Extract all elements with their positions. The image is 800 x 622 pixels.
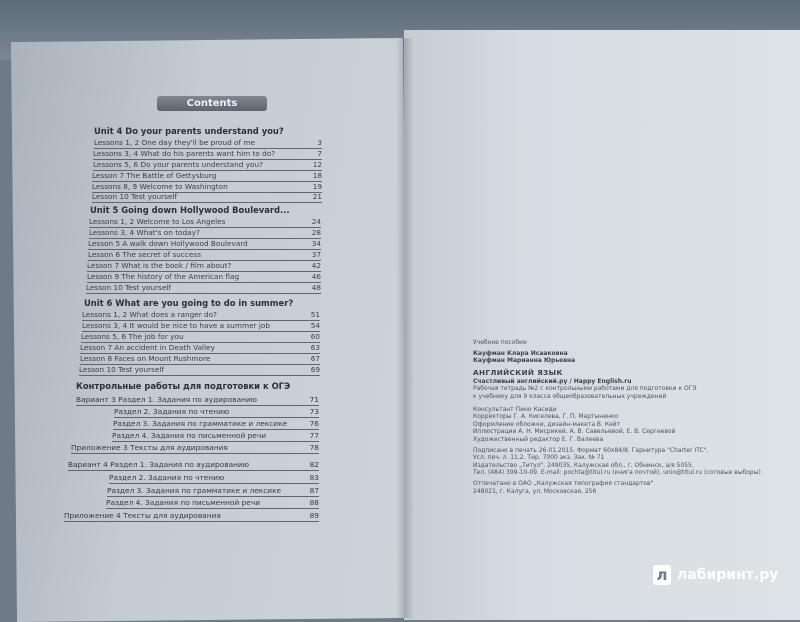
oge-label: Раздел 4. Задания по письменной речи: [112, 431, 267, 440]
oge-page: 76: [309, 419, 319, 428]
toc-label: Lesson 7 What is the book / film about?: [87, 261, 232, 270]
book-type: Учебное пособие: [473, 339, 527, 346]
toc-label: Lessons 5, 6 Do your parents understand you?: [93, 160, 264, 169]
right-page: [404, 30, 800, 620]
watermark-logo: [653, 565, 793, 587]
toc-page: 3: [317, 138, 322, 147]
toc-label: Lessons 5, 6 The job for you: [81, 332, 184, 341]
toc-label: Lesson 5 A walk down Hollywood Boulevard: [88, 239, 248, 248]
toc-label: Lesson 10 Test yourself: [92, 192, 178, 201]
author-2: Кауфман Марианна Юрьевна: [473, 357, 576, 365]
oge-section-title: Контрольные работы для подготовки к ОГЭ: [76, 381, 291, 391]
printed-by: Отпечатано в ОАО „Калужская типография стандартов": [473, 479, 654, 487]
book-title: АНГЛИЙСКИЙ ЯЗЫК: [473, 367, 563, 377]
toc-page: 67: [310, 354, 320, 363]
print-date: Подписано в печать 26.01.2015. Формат 60х84/8. Гарнитура "Charter ITC".: [473, 446, 709, 454]
toc-row[interactable]: [86, 282, 321, 294]
oge-row[interactable]: [107, 485, 319, 497]
toc-label: Lesson 10 Test yourself: [79, 365, 165, 374]
labyrinth-logo-icon: л: [653, 565, 671, 585]
toc-label: Lessons 8, 9 Welcome to Washington: [92, 182, 228, 191]
oge-label: Приложение 4 Тексты для аудирования: [64, 511, 221, 520]
imprint-block: [473, 339, 761, 495]
oge-page: 71: [309, 395, 319, 404]
toc-page: 12: [312, 160, 322, 169]
design-credit: Оформление обложки, дизайн-макета В. Кейт: [473, 420, 621, 428]
toc-page: 19: [312, 182, 322, 191]
oge-page: 83: [309, 473, 319, 482]
book-desc-2: к учебнику для 9 класса общеобразовательных учреждений: [473, 392, 667, 400]
toc-page: 42: [311, 261, 321, 270]
oge-row[interactable]: [106, 497, 319, 509]
toc-page: 28: [311, 228, 321, 237]
oge-row[interactable]: [64, 510, 319, 522]
contact: Тел. (484) 399-10-09. E-mail: pochta@titul.ru (книга почтой), unio@titul.ru (сотовые выборы): [473, 469, 761, 477]
unit-5-title: Unit 5 Going down Hollywood Boulevard...: [90, 205, 290, 215]
oge-label: Раздел 2. Задания по чтению: [109, 473, 225, 482]
oge-page: 73: [309, 407, 319, 416]
oge-page: 78: [309, 443, 319, 452]
oge-page: 82: [309, 460, 319, 469]
oge-row[interactable]: [114, 406, 319, 418]
toc-label: Lessons 1, 2 What does a ranger do?: [82, 310, 217, 319]
oge-label: Раздел 3. Задания по грамматике и лексике: [107, 486, 282, 495]
book-gutter: [396, 38, 414, 618]
oge-label: Раздел 2. Задания по чтению: [114, 407, 230, 416]
publisher: Издательство „Титул". 249035, Калужская обл., г. Обнинск, а/я 5055.: [473, 461, 694, 469]
correctors: Корректоры Г. А. Киселева, Г. П. Мартыненко: [473, 413, 619, 421]
oge-page: 87: [309, 486, 319, 495]
toc-label: Lessons 1, 2 One day they'll be proud of me: [94, 138, 255, 147]
toc-page: 63: [310, 343, 320, 352]
toc-page: 51: [310, 310, 320, 319]
oge-row[interactable]: [109, 472, 319, 484]
oge-page: 88: [309, 498, 319, 507]
oge-row[interactable]: [112, 430, 319, 442]
illustrations-credit: Иллюстрации А. Н. Мисрикей, А. В. Савельевой, Е. В. Сергеевой: [473, 428, 676, 436]
toc-page: 46: [311, 272, 321, 281]
toc-label: Lesson 7 An accident in Death Valley: [80, 343, 215, 352]
oge-row[interactable]: [68, 459, 319, 471]
toc-label: Lesson 9 The history of the American flag: [87, 272, 240, 281]
toc-label: Lessons 1, 2 Welcome to Los Angeles: [89, 217, 226, 226]
toc-page: 37: [311, 250, 321, 259]
toc-page: 21: [312, 192, 322, 201]
toc-row[interactable]: [92, 191, 322, 203]
toc-page: 69: [310, 365, 320, 374]
author-1: Кауфман Клара Исааковна: [473, 349, 568, 357]
book-desc-1: Рабочая тетрадь №2 с контрольными работами для подготовки к ОГЭ: [473, 385, 697, 393]
book-subtitle: Счастливый английский.ру / Happy English.ru: [473, 377, 632, 385]
toc-label: Lesson 7 The Battle of Gettysburg: [92, 171, 217, 180]
watermark-text: лабиринт.ру: [677, 567, 779, 583]
oge-row[interactable]: [76, 394, 319, 406]
printer-address: 248021, г. Калуга, ул. Московская, 256: [473, 487, 597, 495]
toc-page: 54: [310, 321, 320, 330]
oge-label: Вариант 3 Раздел 1. Задания по аудированию: [76, 395, 258, 404]
consultant: Консультант Пино Касиди: [473, 405, 557, 413]
oge-label: Вариант 4 Раздел 1. Задания по аудированию: [68, 460, 250, 469]
oge-page: 89: [309, 511, 319, 520]
toc-page: 34: [311, 239, 321, 248]
contents-heading: Contents: [157, 96, 267, 111]
oge-page: 77: [309, 431, 319, 440]
toc-label: Lessons 3, 4 What's on today?: [89, 228, 200, 237]
unit-4-title: Unit 4 Do your parents understand you?: [94, 126, 284, 136]
oge-label: Приложение 3 Тексты для аудирования: [71, 443, 228, 452]
toc-row[interactable]: [79, 364, 320, 376]
toc-page: 7: [317, 149, 322, 158]
oge-label: Раздел 3. Задания по грамматике и лексике: [113, 419, 288, 428]
toc-page: 18: [312, 171, 322, 180]
toc-label: Lesson 6 The secret of success: [88, 250, 201, 259]
art-editor: Художественный редактор Е. Г. Валеева: [473, 435, 604, 443]
toc-page: 48: [311, 283, 321, 292]
toc-label: Lesson 10 Test yourself: [86, 283, 172, 292]
toc-page: 60: [310, 332, 320, 341]
print-sheets: Усл. печ. л. 11,2. Тир. 7000 экз. Зак. № 71: [473, 454, 605, 462]
oge-row[interactable]: [71, 442, 319, 454]
unit-6-title: Unit 6 What are you going to do in summer?: [84, 298, 294, 308]
toc-label: Lessons 3, 4 What do his parents want him to do?: [93, 149, 276, 158]
oge-label: Раздел 4. Задания по письменной речи: [106, 498, 261, 507]
toc-page: 24: [311, 217, 321, 226]
toc-label: Lessons 3, 4 It would be nice to have a summer job: [82, 321, 270, 330]
oge-row[interactable]: [113, 418, 319, 430]
toc-label: Lesson 8 Faces on Mount Rushmore: [80, 354, 211, 363]
